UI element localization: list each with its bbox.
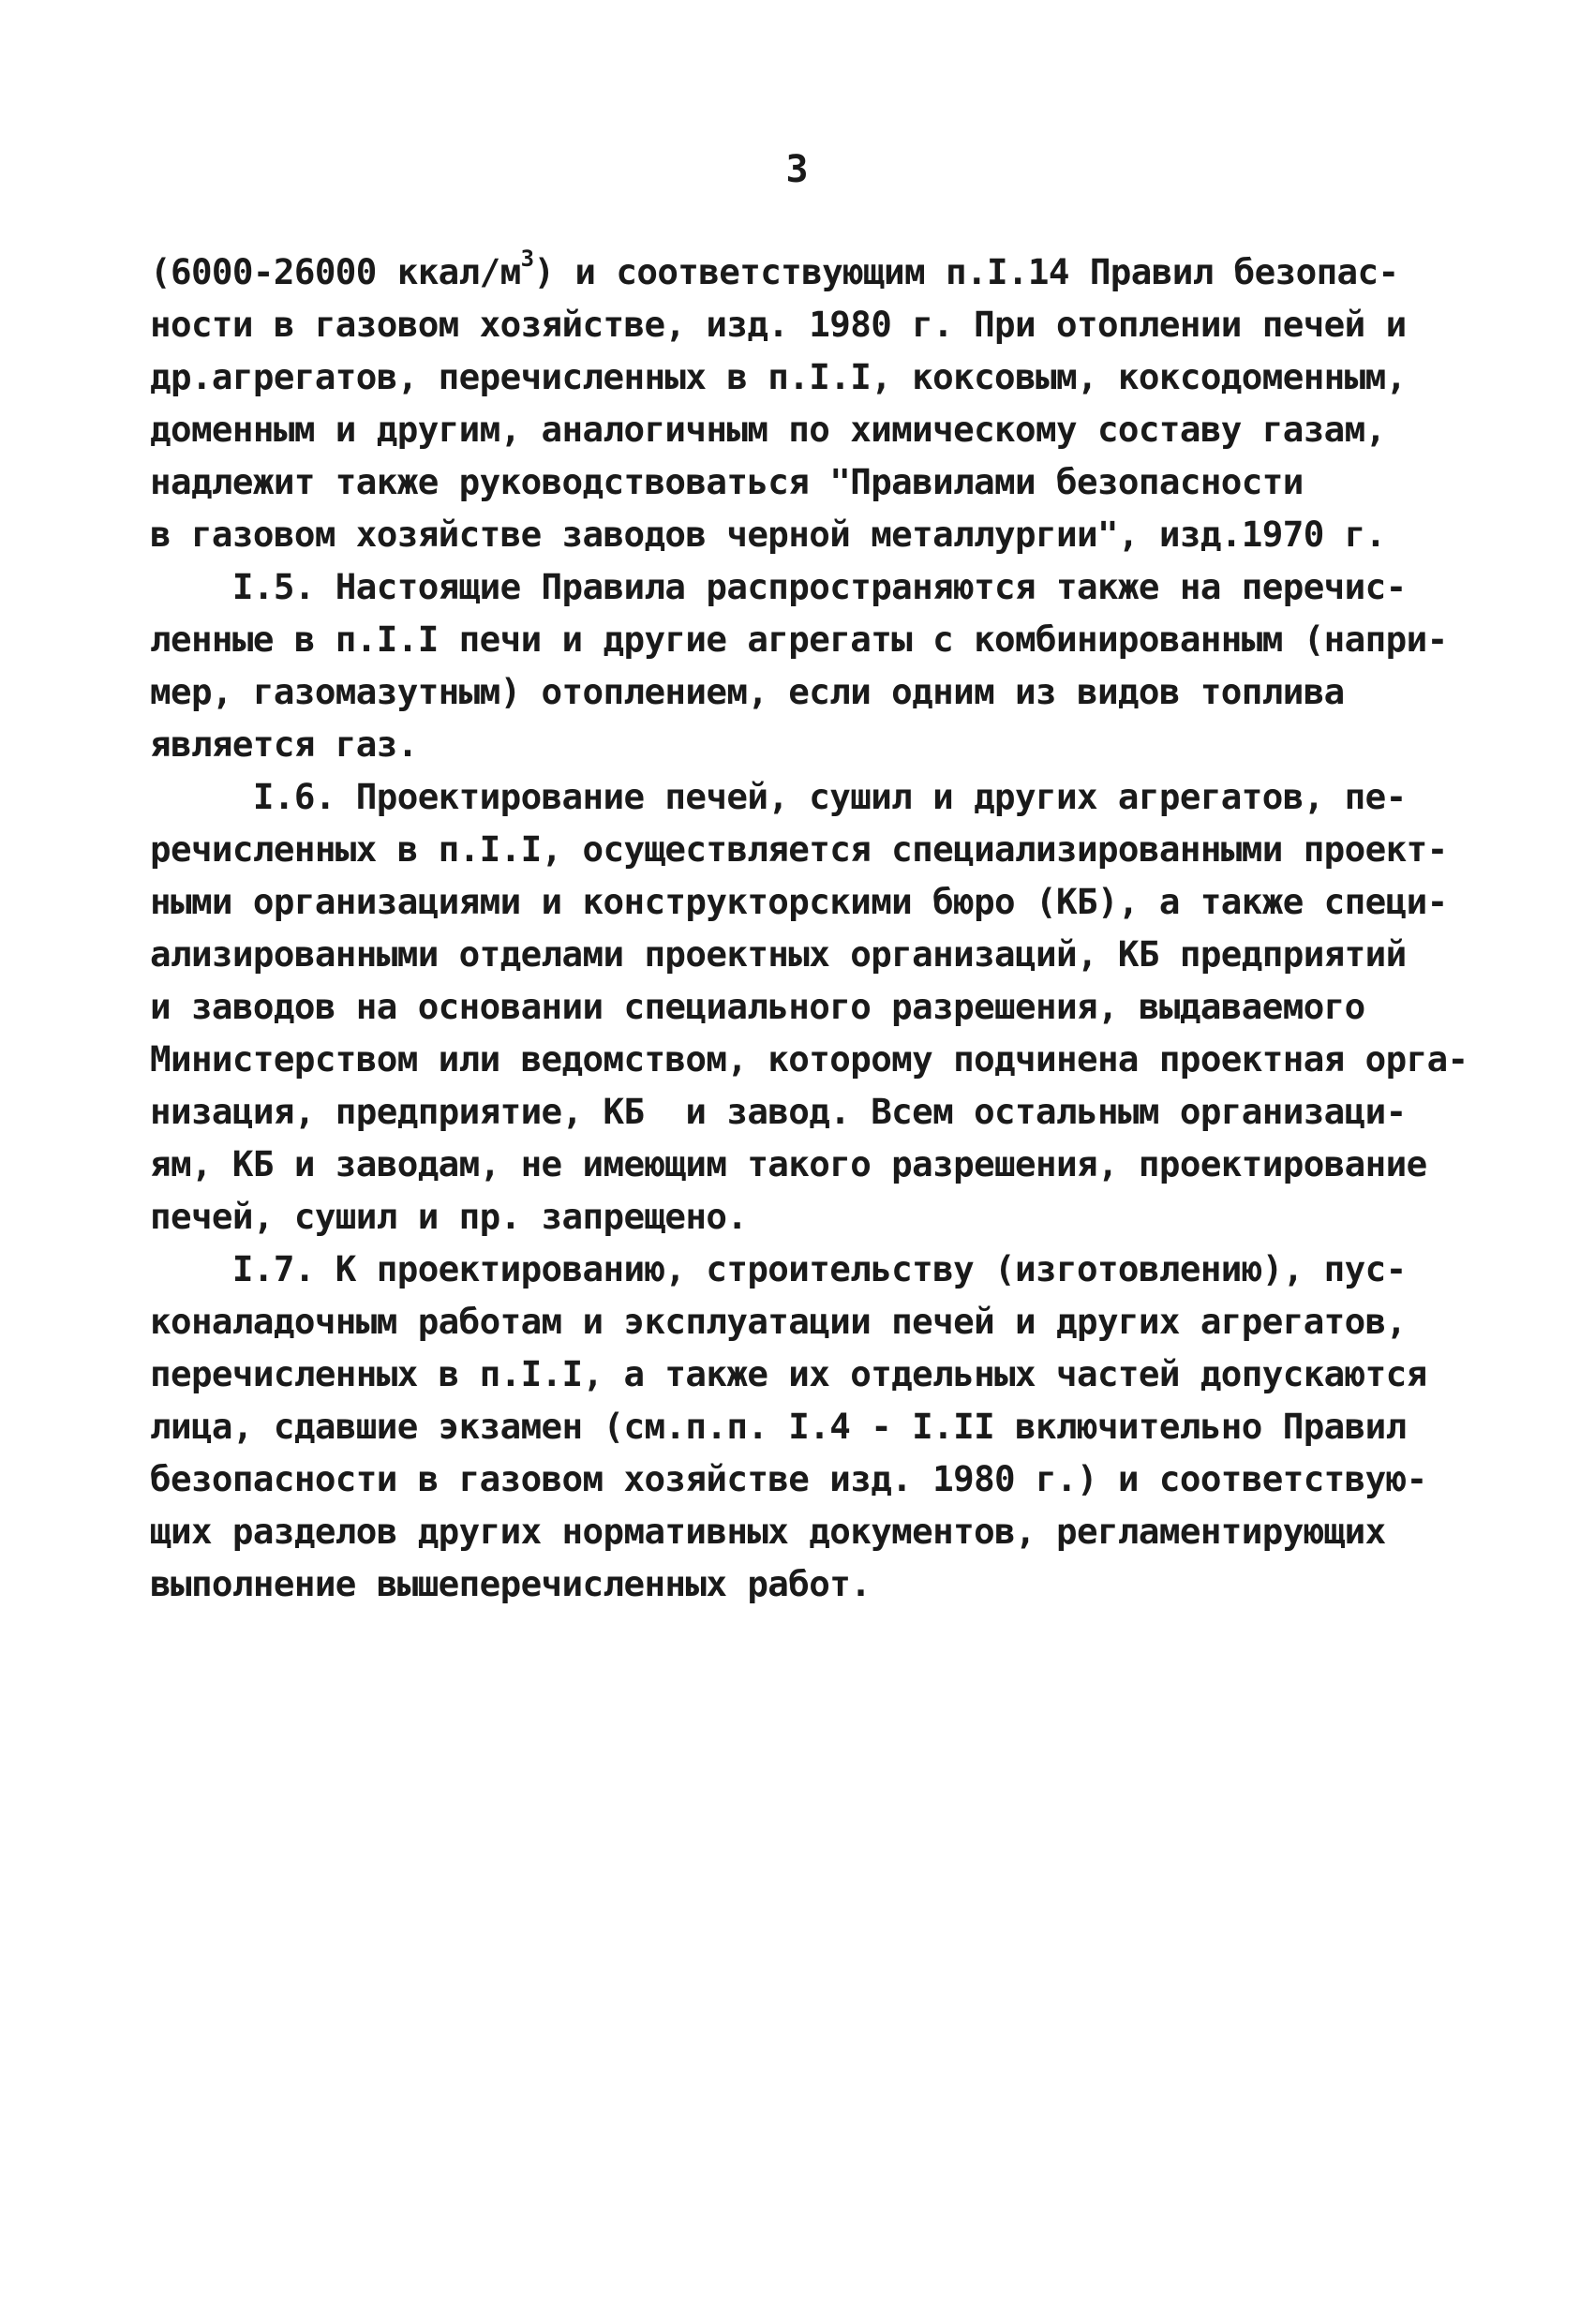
- text-line: ям, КБ и заводам, не имеющим такого разрешения, проектирование: [150, 1143, 1427, 1184]
- paragraph-1-7-start: I.7. К проектированию, строительству (изготовлению), пус-: [150, 1248, 1407, 1289]
- text-line: речисленных в п.I.I, осуществляется специализированными проект-: [150, 828, 1448, 870]
- page-number: 3: [785, 148, 810, 191]
- paragraph-1-5-start: I.5. Настоящие Правила распространяются также на перечис-: [150, 566, 1407, 607]
- text-line: выполнение вышеперечисленных работ.: [150, 1563, 872, 1604]
- text-fragment: (6000-26000 ккал/м: [150, 251, 521, 292]
- text-fragment: ) и соответствующим п.I.14 Правил безопас-: [533, 251, 1399, 292]
- paragraph-1-6-start: I.6. Проектирование печей, сушил и других агрегатов, пе-: [150, 776, 1407, 817]
- text-line: коналадочным работам и эксплуатации печей и других агрегатов,: [150, 1301, 1407, 1342]
- text-line: щих разделов других нормативных документов, регламентирующих: [150, 1511, 1386, 1552]
- text-line: Министерством или ведомством, которому подчинена проектная орга-: [150, 1038, 1468, 1080]
- text-line: ализированными отделами проектных организаций, КБ предприятий: [150, 933, 1407, 975]
- text-line: ности в газовом хозяйстве, изд. 1980 г. При отоплении печей и: [150, 304, 1407, 345]
- text-line: безопасности в газовом хозяйстве изд. 1980 г.) и соответствую-: [150, 1458, 1427, 1499]
- superscript: 3: [520, 245, 534, 272]
- text-line: является газ.: [150, 723, 418, 765]
- text-line: др.агрегатов, перечисленных в п.I.I, коксовым, коксодоменным,: [150, 356, 1407, 397]
- text-line: доменным и другим, аналогичным по химическому составу газам,: [150, 409, 1386, 450]
- text-line: низация, предприятие, КБ и завод. Всем остальным организаци-: [150, 1091, 1407, 1132]
- text-line: [150, 246, 1481, 298]
- text-line: перечисленных в п.I.I, а также их отдельных частей допускаются: [150, 1353, 1427, 1394]
- text-line: и заводов на основании специального разрешения, выдаваемого: [150, 986, 1365, 1027]
- text-line: лица, сдавшие экзамен (см.п.п. I.4 - I.II включительно Правил: [150, 1406, 1407, 1447]
- text-line: ными организациями и конструкторскими бюро (КБ), а также специ-: [150, 881, 1448, 922]
- text-line: мер, газомазутным) отоплением, если одним из видов топлива: [150, 671, 1345, 712]
- text-line: в газовом хозяйстве заводов черной металлургии", изд.1970 г.: [150, 514, 1386, 555]
- text-line: печей, сушил и пр. запрещено.: [150, 1196, 748, 1237]
- text-line: ленные в п.I.I печи и другие агрегаты с комбинированным (напри-: [150, 618, 1448, 660]
- text-line: надлежит также руководствоваться "Правилами безопасности: [150, 461, 1304, 502]
- body-text: [150, 246, 1481, 1610]
